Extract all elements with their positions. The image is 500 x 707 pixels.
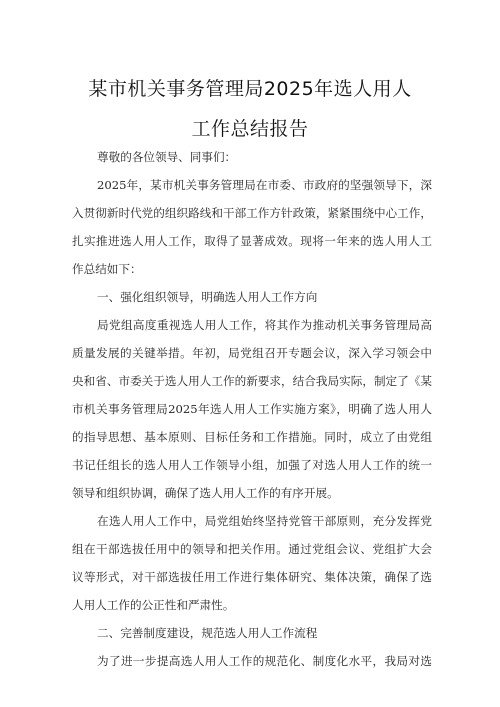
paragraph-line: 市机关事务管理局2025年选人用人工作实施方案》，明确了选人用人 [72, 402, 432, 416]
paragraph-line: 质量发展的关键举措。年初，局党组召开专题会议，深入学习领会中 [72, 346, 432, 360]
paragraph-line: 入贯彻新时代党的组织路线和干部工作方针政策，紧紧围绕中心工作， [72, 206, 432, 220]
paragraph-line: 组在干部选拔任用中的领导和把关作用。通过党组会议、党组扩大会 [72, 542, 432, 556]
paragraph-line: 的指导思想、基本原则、目标任务和工作措施。同时，成立了由党组 [72, 430, 432, 444]
paragraph-line: 议等形式，对干部选拔任用工作进行集体研究、集体决策，确保了选 [72, 570, 432, 584]
paragraph-line: 书记任组长的选人用人工作领导小组，加强了对选人用人工作的统一 [72, 458, 432, 472]
paragraph-line: 为了进一步提高选人用人工作的规范化、制度化水平，我局对选 [97, 654, 432, 668]
section-heading-2: 二、完善制度建设，规范选人用人工作流程 [97, 626, 318, 640]
document-title-line-2: 工作总结报告 [191, 118, 309, 140]
paragraph-line: 局党组高度重视选人用人工作，将其作为推动机关事务管理局高 [97, 318, 432, 332]
salutation: 尊敬的各位领导、同事们： [97, 150, 237, 164]
section-heading-1: 一、强化组织领导，明确选人用人工作方向 [97, 290, 318, 304]
paragraph-line: 央和省、市委关于选人用人工作的新要求，结合我局实际，制定了《某 [72, 374, 432, 388]
paragraph-line: 扎实推进选人用人工作，取得了显著成效。现将一年来的选人用人工 [72, 234, 432, 248]
paragraph-line: 在选人用人工作中，局党组始终坚持党管干部原则，充分发挥党 [97, 514, 432, 528]
paragraph-line: 作总结如下： [72, 262, 142, 276]
paragraph-line: 领导和组织协调，确保了选人用人工作的有序开展。 [72, 486, 339, 500]
document-title-line-1: 某市机关事务管理局2025年选人用人 [88, 78, 412, 100]
paragraph-line: 人用人工作的公正性和严肃性。 [72, 598, 235, 612]
paragraph-line: 2025年，某市机关事务管理局在市委、市政府的坚强领导下，深 [97, 178, 432, 192]
